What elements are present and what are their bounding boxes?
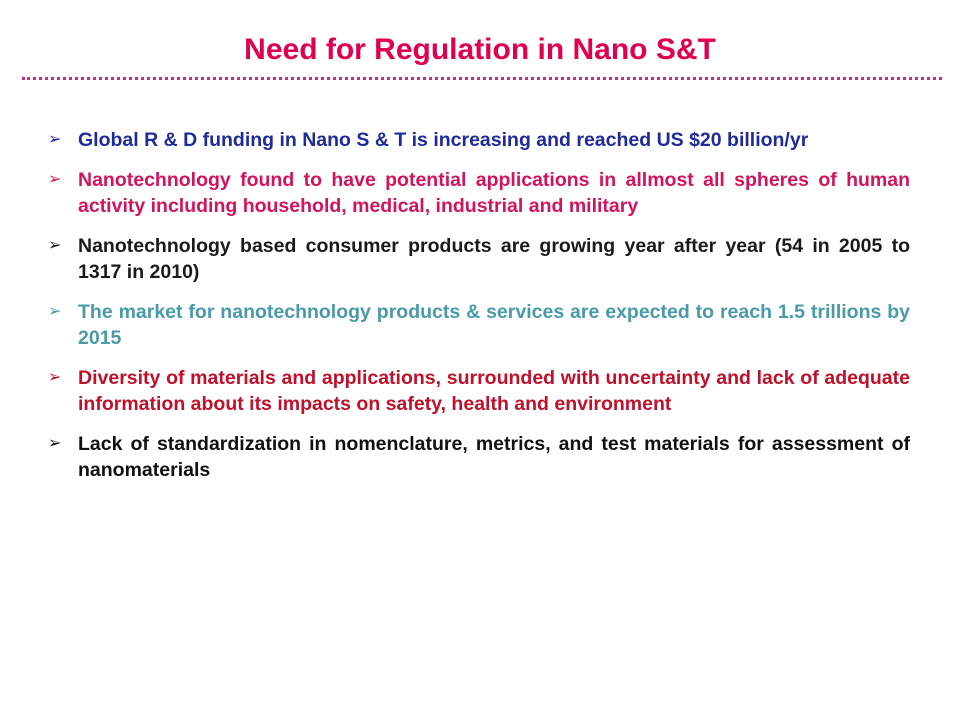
arrow-bullet-icon: ➢ [48,237,62,254]
bullet-item [48,365,910,417]
arrow-bullet-icon: ➢ [48,131,62,148]
bullet-item [48,233,910,285]
slide-title: Need for Regulation in Nano S&T [244,33,716,66]
arrow-bullet-icon: ➢ [48,303,62,320]
bullet-text: Diversity of materials and applications, surrounded with uncertainty and lack of adequate information about its impacts on safety, health and environment [78,367,910,415]
bullet-item [48,431,910,483]
bullet-text: Nanotechnology based consumer products are growing year after year (54 in 2005 to 1317 in 2010) [78,235,910,283]
arrow-bullet-icon: ➢ [48,171,62,188]
bullet-text: Lack of standardization in nomenclature, metrics, and test materials for assessment of nanomaterials [78,433,910,481]
bullet-text: Global R & D funding in Nano S & T is increasing and reached US $20 billion/yr [78,129,809,151]
bullet-item [48,167,910,219]
bullet-list [48,127,910,497]
title-divider [22,77,942,80]
bullet-item [48,299,910,351]
bullet-item [48,127,910,153]
arrow-bullet-icon: ➢ [48,369,62,386]
bullet-text: Nanotechnology found to have potential applications in allmost all spheres of human activity including household, medical, industrial and military [78,169,910,217]
arrow-bullet-icon: ➢ [48,435,62,452]
bullet-text: The market for nanotechnology products & services are expected to reach 1.5 trillions by 2015 [78,301,910,349]
